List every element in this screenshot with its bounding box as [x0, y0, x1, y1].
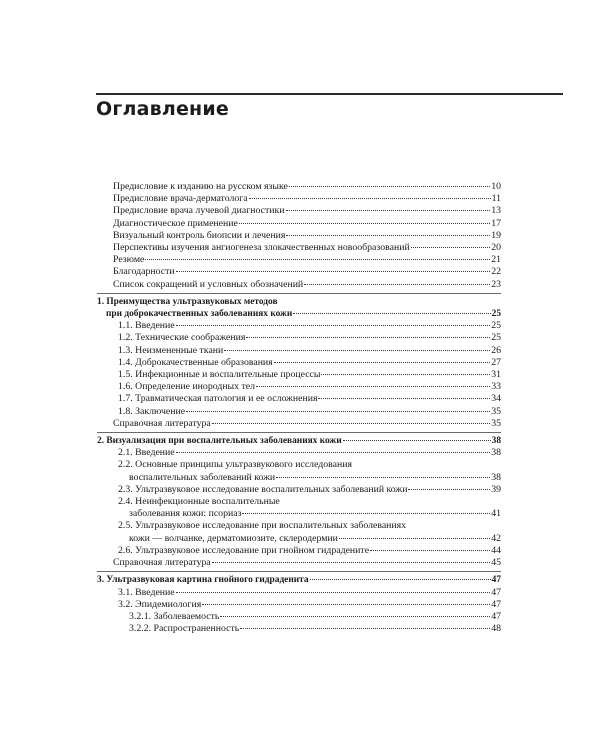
- toc-entry-2-4[interactable]: заболевания кожи: псориаз 41: [129, 508, 501, 520]
- toc-entry-1-2[interactable]: 1.2. Технические соображения 25: [118, 332, 501, 344]
- toc-chapter-2[interactable]: 2. Визуализация при воспалительных заболеваниях кожи 38: [97, 436, 501, 447]
- toc-entry-biopsy-control[interactable]: Визуальный контроль биопсии и лечения 19: [113, 229, 501, 241]
- toc-entry-1-6[interactable]: 1.6. Определение инородных тел 33: [118, 381, 501, 393]
- toc-entry-2-1[interactable]: 2.1. Введение 38: [118, 447, 501, 459]
- toc-entry-2-2-line1[interactable]: 2.2. Основные принципы ультразвукового исследования: [118, 459, 353, 471]
- toc-entry-preface-dermatologist[interactable]: Предисловие врача-дерматолога 11: [113, 193, 501, 205]
- toc-entry-1-5[interactable]: 1.5. Инфекционные и воспалительные процессы 31: [118, 369, 501, 381]
- section-divider: [97, 432, 501, 433]
- toc-entry-diagnostic-use[interactable]: Диагностическое применение 17: [113, 217, 501, 229]
- toc-entry-preface-radiologist[interactable]: Предисловие врача лучевой диагностики 13: [113, 205, 501, 217]
- toc-entry-2-6[interactable]: 2.6. Ультразвуковое исследование при гнойном гидрадените 44: [118, 544, 501, 556]
- page-title: Оглавление: [96, 98, 229, 120]
- toc-entry-3-2-1[interactable]: 3.2.1. Заболеваемость 47: [129, 610, 501, 622]
- toc-entry-1-4[interactable]: 1.4. Доброкачественные образования 27: [118, 356, 501, 368]
- toc-entry-3-1[interactable]: 3.1. Введение 47: [118, 586, 501, 598]
- toc-entry-angiogenesis[interactable]: Перспективы изучения ангиогенеза злокачественных новообразований 20: [113, 242, 501, 254]
- toc-entry-3-2[interactable]: 3.2. Эпидемиология 47: [118, 598, 501, 610]
- toc-entry-abbreviations[interactable]: Список сокращений и условных обозначений 23: [113, 278, 501, 290]
- toc-entry-2-2[interactable]: воспалительных заболеваний кожи 38: [129, 471, 501, 483]
- toc-entry-preface-russian[interactable]: Предисловие к изданию на русском языке 10: [113, 181, 501, 192]
- section-divider: [97, 293, 501, 294]
- toc-entry-1-8[interactable]: 1.8. Заключение 35: [118, 405, 501, 417]
- toc-entry-2-4-line1[interactable]: 2.4. Неинфекционные воспалительные: [118, 496, 280, 508]
- toc-entry-summary[interactable]: Резюме 21: [113, 254, 501, 266]
- toc-entry-1-3[interactable]: 1.3. Неизмененные ткани 26: [118, 344, 501, 356]
- toc-entry-3-2-2[interactable]: 3.2.2. Распространенность 48: [129, 623, 501, 635]
- section-divider: [97, 571, 501, 572]
- toc-entry-1-references[interactable]: Справочная литература 35: [113, 417, 501, 429]
- toc-entry-1-7[interactable]: 1.7. Травматическая патология и ее осложнения 34: [118, 393, 501, 405]
- toc-chapter-1-line1[interactable]: 1. Преимущества ультразвуковых методов: [97, 296, 278, 307]
- toc-entry-2-5[interactable]: кожи — волчанке, дерматомиозите, склеродермии 42: [129, 532, 501, 544]
- toc-entry-2-references[interactable]: Справочная литература 45: [113, 557, 501, 569]
- table-of-contents: [97, 181, 501, 635]
- top-rule: [96, 93, 563, 95]
- toc-chapter-1[interactable]: при доброкачественных заболеваниях кожи 25: [106, 309, 501, 320]
- toc-entry-acknowledgements[interactable]: Благодарности 22: [113, 266, 501, 278]
- toc-entry-2-5-line1[interactable]: 2.5. Ультразвуковое исследование при воспалительных заболеваниях: [118, 520, 407, 532]
- toc-entry-2-3[interactable]: 2.3. Ультразвуковое исследование воспалительных заболеваний кожи 39: [118, 483, 501, 495]
- toc-chapter-3[interactable]: 3. Ультразвуковая картина гнойного гидраденита 47: [97, 575, 501, 586]
- toc-entry-1-1[interactable]: 1.1. Введение 25: [118, 320, 501, 332]
